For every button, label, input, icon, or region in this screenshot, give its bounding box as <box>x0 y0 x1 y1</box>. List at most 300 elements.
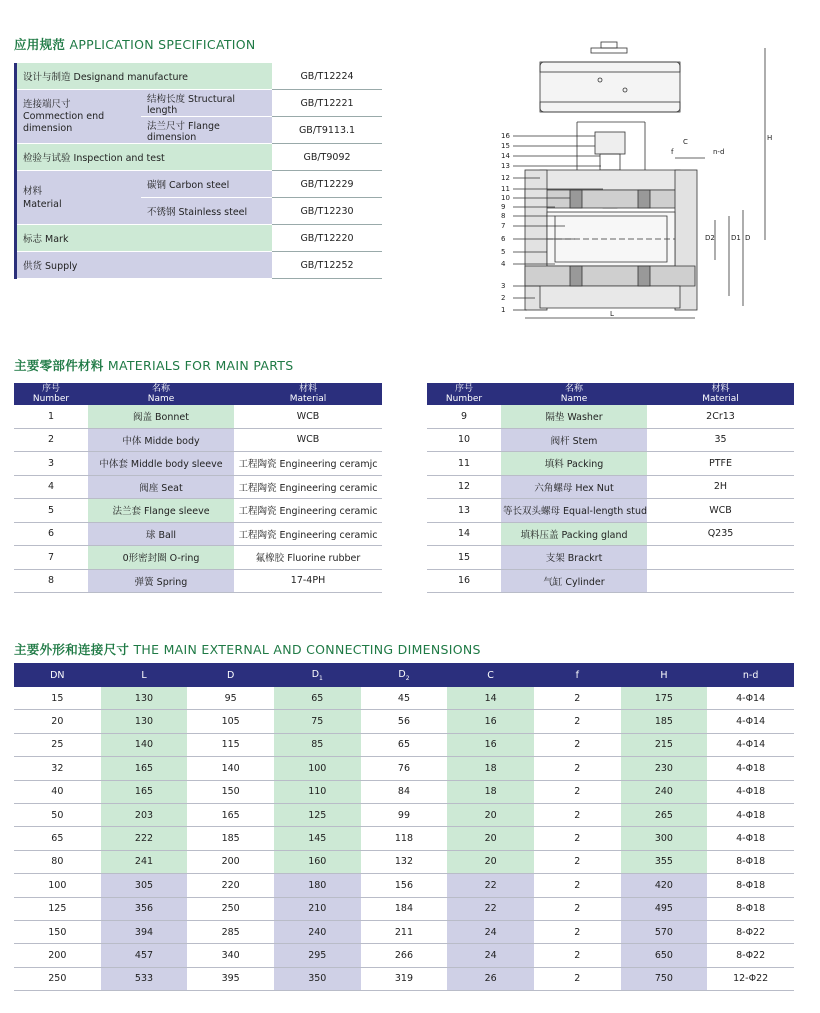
materials-cell-material: 工程陶瓷 Engineering ceramic <box>234 499 382 523</box>
materials-header <box>427 383 794 405</box>
dimensions-cell: 185 <box>621 710 708 733</box>
spec-row-inspection <box>16 144 383 171</box>
bolt-shape <box>570 190 582 208</box>
dimensions-cell: 45 <box>361 687 448 710</box>
header-en: Number <box>445 394 483 404</box>
dimensions-row <box>14 710 794 733</box>
dimensions-cell: 2 <box>534 687 621 710</box>
dimensions-cell: 2 <box>534 874 621 897</box>
dimensions-table <box>14 663 794 991</box>
spec-value: GB/T9092 <box>272 144 382 171</box>
section-title-cn: 主要外形和连接尺寸 <box>14 642 130 657</box>
dimensions-cell: 105 <box>187 710 274 733</box>
part-number-label: 9 <box>501 203 506 211</box>
materials-cell-name: 阀盖 Bonnet <box>88 405 234 428</box>
valve-cross-section-drawing <box>495 40 795 330</box>
materials-cell-name: 等长双头螺母 Equal-length stud <box>501 499 647 523</box>
spec-label: 碳钢 Carbon steel <box>141 171 272 198</box>
dimensions-cell: 130 <box>101 687 188 710</box>
dimensions-cell: 356 <box>101 897 188 920</box>
materials-cell-material: 17-4PH <box>234 569 382 593</box>
dimensions-cell: 8-Φ18 <box>707 850 794 873</box>
materials-row <box>427 522 794 546</box>
materials-cell-material: PTFE <box>647 452 794 476</box>
materials-row <box>14 569 382 593</box>
dimensions-row <box>14 780 794 803</box>
header-f: f <box>534 663 621 687</box>
materials-cell-material <box>647 569 794 593</box>
materials-row <box>14 499 382 523</box>
dimensions-cell: 2 <box>534 967 621 990</box>
dimensions-cell: 240 <box>274 920 361 943</box>
spec-value: GB/T12252 <box>272 252 382 279</box>
header-d: D <box>187 663 274 687</box>
dimensions-row <box>14 897 794 920</box>
dimensions-cell: 130 <box>101 710 188 733</box>
dimensions-cell: 495 <box>621 897 708 920</box>
dimensions-cell: 285 <box>187 920 274 943</box>
materials-cell-no: 13 <box>427 499 501 523</box>
header-cn: 名称 <box>564 384 583 394</box>
spec-label: 法兰尺寸 Flange dimension <box>141 117 272 144</box>
drawing-shape <box>525 266 695 286</box>
header-en: Name <box>560 394 588 404</box>
materials-row <box>427 452 794 476</box>
materials-cell-name: 填料压盖 Packing gland <box>501 522 647 546</box>
dimensions-cell: 150 <box>187 780 274 803</box>
dimensions-row <box>14 757 794 780</box>
materials-cell-name: 0形密封圈 O-ring <box>88 546 234 570</box>
part-number-label: 5 <box>501 248 506 256</box>
dimensions-cell: 20 <box>14 710 101 733</box>
spec-connection-en1: Commection end <box>23 110 105 122</box>
materials-row <box>427 428 794 452</box>
dimensions-cell: 118 <box>361 827 448 850</box>
drawing-shape <box>601 42 617 48</box>
dimensions-row <box>14 803 794 826</box>
header-en: Material <box>702 394 739 404</box>
dimensions-cell: 145 <box>274 827 361 850</box>
materials-cell-material: 工程陶瓷 Engineering ceramic <box>234 475 382 499</box>
spec-material-label <box>16 171 142 225</box>
header-d1 <box>274 663 361 687</box>
materials-cell-no: 12 <box>427 475 501 499</box>
dimensions-cell: 2 <box>534 780 621 803</box>
dimensions-cell: 240 <box>621 780 708 803</box>
bolt-shape <box>638 266 650 286</box>
dimensions-cell: 4-Φ14 <box>707 733 794 756</box>
dimensions-cell: 394 <box>101 920 188 943</box>
dimensions-cell: 395 <box>187 967 274 990</box>
materials-cell-no: 8 <box>14 569 88 593</box>
dimensions-cell: 16 <box>447 733 534 756</box>
materials-cell-name: 阀杆 Stem <box>501 428 647 452</box>
header-number <box>14 383 88 405</box>
dimensions-cell: 15 <box>14 687 101 710</box>
spec-label: 设计与制造 Designand manufacture <box>16 63 273 90</box>
header-cn: 序号 <box>41 384 60 394</box>
spec-label: 不锈钢 Stainless steel <box>141 198 272 225</box>
dimensions-cell: 132 <box>361 850 448 873</box>
part-number-label: 4 <box>501 260 506 268</box>
dimensions-row <box>14 827 794 850</box>
materials-cell-no: 4 <box>14 475 88 499</box>
dimensions-cell: 340 <box>187 944 274 967</box>
section-title-cn: 应用规范 <box>14 37 66 52</box>
dimensions-row <box>14 967 794 990</box>
drawing-shape <box>525 190 695 208</box>
dimensions-cell: 25 <box>14 733 101 756</box>
spec-connection-label <box>16 90 142 144</box>
spec-value: GB/T12224 <box>272 63 382 90</box>
section-title-en: MATERIALS FOR MAIN PARTS <box>107 358 294 373</box>
dimensions-cell: 230 <box>621 757 708 780</box>
dimensions-row <box>14 687 794 710</box>
part-number-label: 11 <box>501 185 510 193</box>
dimensions-cell: 295 <box>274 944 361 967</box>
materials-cell-material: 氟橡胶 Fluorine rubber <box>234 546 382 570</box>
dim-label-l: L <box>610 310 614 318</box>
dimensions-row <box>14 850 794 873</box>
part-number-label: 7 <box>501 222 506 230</box>
materials-cell-name: 中体套 Middle body sleeve <box>88 452 234 476</box>
dimensions-cell: 4-Φ18 <box>707 803 794 826</box>
dimensions-cell: 20 <box>447 827 534 850</box>
dimensions-header <box>14 663 794 687</box>
spec-value: GB/T12230 <box>272 198 382 225</box>
dimensions-cell: 65 <box>274 687 361 710</box>
spec-label: 供货 Supply <box>16 252 273 279</box>
dimensions-cell: 76 <box>361 757 448 780</box>
materials-row <box>427 499 794 523</box>
dimensions-cell: 95 <box>187 687 274 710</box>
dimensions-cell: 2 <box>534 827 621 850</box>
dimensions-cell: 156 <box>361 874 448 897</box>
part-number-label: 12 <box>501 174 510 182</box>
dimensions-cell: 203 <box>101 803 188 826</box>
dimensions-cell: 200 <box>187 850 274 873</box>
materials-cell-material: WCB <box>234 428 382 452</box>
dimensions-cell: 8-Φ18 <box>707 874 794 897</box>
materials-cell-material: 工程陶瓷 Engineering ceramic <box>234 522 382 546</box>
part-number-label: 3 <box>501 282 506 290</box>
dimensions-cell: 350 <box>274 967 361 990</box>
dimensions-cell: 4-Φ18 <box>707 757 794 780</box>
dimensions-cell: 750 <box>621 967 708 990</box>
dimensions-cell: 305 <box>101 874 188 897</box>
materials-cell-no: 10 <box>427 428 501 452</box>
dimensions-cell: 165 <box>101 757 188 780</box>
materials-cell-name: 球 Ball <box>88 522 234 546</box>
dimensions-cell: 85 <box>274 733 361 756</box>
dim-label-h: H <box>767 134 773 142</box>
dimensions-cell: 570 <box>621 920 708 943</box>
materials-cell-name: 填料 Packing <box>501 452 647 476</box>
spec-value: GB/T12229 <box>272 171 382 198</box>
dimensions-cell: 420 <box>621 874 708 897</box>
dimensions-cell: 4-Φ18 <box>707 780 794 803</box>
dimensions-cell: 650 <box>621 944 708 967</box>
part-number-label: 16 <box>501 132 510 140</box>
dim-label-c: C <box>683 138 688 146</box>
dimensions-cell: 211 <box>361 920 448 943</box>
dimensions-cell: 2 <box>534 710 621 733</box>
materials-cell-no: 9 <box>427 405 501 428</box>
materials-row <box>14 452 382 476</box>
spec-row-design <box>16 63 383 90</box>
header-d2-sub: 2 <box>405 674 410 682</box>
header-cn: 序号 <box>454 384 473 394</box>
spec-value: GB/T12221 <box>272 90 382 117</box>
dimensions-cell: 165 <box>101 780 188 803</box>
spec-row-structural <box>16 90 383 117</box>
dimensions-cell: 215 <box>621 733 708 756</box>
dimensions-cell: 40 <box>14 780 101 803</box>
dimensions-cell: 300 <box>621 827 708 850</box>
materials-cell-no: 16 <box>427 569 501 593</box>
materials-cell-no: 3 <box>14 452 88 476</box>
dimensions-cell: 8-Φ18 <box>707 897 794 920</box>
dimensions-cell: 22 <box>447 874 534 897</box>
dimensions-cell: 180 <box>274 874 361 897</box>
header-nd: n-d <box>707 663 794 687</box>
header-d1-sub: 1 <box>319 674 323 682</box>
part-number-label: 10 <box>501 194 510 202</box>
dimensions-cell: 115 <box>187 733 274 756</box>
dimensions-cell: 4-Φ14 <box>707 687 794 710</box>
dimensions-cell: 110 <box>274 780 361 803</box>
part-number-label: 1 <box>501 306 506 314</box>
spec-row-mark <box>16 225 383 252</box>
materials-row <box>14 522 382 546</box>
header-number <box>427 383 501 405</box>
materials-row <box>14 428 382 452</box>
dimensions-cell: 2 <box>534 733 621 756</box>
dimensions-cell: 2 <box>534 850 621 873</box>
materials-cell-no: 7 <box>14 546 88 570</box>
dimensions-cell: 4-Φ14 <box>707 710 794 733</box>
materials-row <box>14 546 382 570</box>
dimensions-cell: 2 <box>534 944 621 967</box>
dimensions-cell: 56 <box>361 710 448 733</box>
materials-cell-no: 11 <box>427 452 501 476</box>
header-l: L <box>101 663 188 687</box>
materials-cell-no: 1 <box>14 405 88 428</box>
dimensions-cell: 18 <box>447 757 534 780</box>
application-spec-table <box>14 63 382 279</box>
materials-cell-no: 2 <box>14 428 88 452</box>
dimensions-cell: 75 <box>274 710 361 733</box>
dimensions-cell: 165 <box>187 803 274 826</box>
materials-row <box>427 546 794 570</box>
spec-label: 结构长度 Structural length <box>141 90 272 117</box>
dimensions-cell: 319 <box>361 967 448 990</box>
spec-row-carbon <box>16 171 383 198</box>
dimensions-cell: 16 <box>447 710 534 733</box>
materials-cell-material: 工程陶瓷 Engineering ceramjc <box>234 452 382 476</box>
dimensions-cell: 100 <box>14 874 101 897</box>
dimensions-row <box>14 874 794 897</box>
dim-label-f: f <box>671 148 674 156</box>
materials-cell-name: 中体 Midde body <box>88 428 234 452</box>
header-d2-main: D <box>398 668 406 680</box>
dimensions-row <box>14 733 794 756</box>
materials-cell-name: 弹簧 Spring <box>88 569 234 593</box>
dimensions-cell: 26 <box>447 967 534 990</box>
cylinder-body-shape <box>540 62 680 112</box>
materials-table-left <box>14 383 382 593</box>
dimensions-cell: 2 <box>534 920 621 943</box>
header-material <box>647 383 794 405</box>
drawing-shape <box>540 286 680 308</box>
dimensions-cell: 160 <box>274 850 361 873</box>
materials-cell-material: 35 <box>647 428 794 452</box>
dimensions-cell: 8-Φ22 <box>707 944 794 967</box>
section-title-en: APPLICATION SPECIFICATION <box>69 37 256 52</box>
materials-cell-name: 气缸 Cylinder <box>501 569 647 593</box>
materials-cell-name: 法兰套 Flange sleeve <box>88 499 234 523</box>
part-number-label: 8 <box>501 212 506 220</box>
dimensions-cell: 20 <box>447 803 534 826</box>
section-title-cn: 主要零部件材料 <box>14 358 104 373</box>
materials-cell-material <box>647 546 794 570</box>
materials-row <box>427 569 794 593</box>
spec-value: GB/T9113.1 <box>272 117 382 144</box>
header-name <box>88 383 234 405</box>
header-cn: 名称 <box>151 384 170 394</box>
materials-cell-no: 6 <box>14 522 88 546</box>
part-number-label: 13 <box>501 162 510 170</box>
materials-cell-material: WCB <box>234 405 382 428</box>
dimensions-cell: 266 <box>361 944 448 967</box>
materials-table-right <box>427 383 794 593</box>
dim-label-d2: D2 <box>705 234 715 242</box>
dimensions-cell: 22 <box>447 897 534 920</box>
dimensions-cell: 355 <box>621 850 708 873</box>
spec-connection-en2: dimension <box>23 122 73 134</box>
materials-cell-no: 15 <box>427 546 501 570</box>
materials-row <box>427 475 794 499</box>
dim-label-d: D <box>745 234 751 242</box>
header-dn: DN <box>14 663 101 687</box>
materials-cell-material: 2Cr13 <box>647 405 794 428</box>
header-cn: 材料 <box>711 384 730 394</box>
section-title-application <box>14 35 256 53</box>
spec-value: GB/T12220 <box>272 225 382 252</box>
dimensions-cell: 14 <box>447 687 534 710</box>
spec-row-supply <box>16 252 383 279</box>
header-c: C <box>447 663 534 687</box>
dimensions-row <box>14 944 794 967</box>
dimensions-cell: 241 <box>101 850 188 873</box>
materials-cell-name: 支架 Brackrt <box>501 546 647 570</box>
dimensions-cell: 65 <box>361 733 448 756</box>
part-number-label: 14 <box>501 152 510 160</box>
spec-material-en: Material <box>23 198 62 210</box>
dimensions-cell: 222 <box>101 827 188 850</box>
materials-cell-material: WCB <box>647 499 794 523</box>
dimensions-cell: 184 <box>361 897 448 920</box>
materials-cell-material: Q235 <box>647 522 794 546</box>
materials-cell-no: 14 <box>427 522 501 546</box>
dimensions-cell: 185 <box>187 827 274 850</box>
dimensions-cell: 2 <box>534 757 621 780</box>
dimensions-cell: 18 <box>447 780 534 803</box>
dimensions-cell: 32 <box>14 757 101 780</box>
dimensions-cell: 175 <box>621 687 708 710</box>
bolt-shape <box>638 190 650 208</box>
dimensions-cell: 80 <box>14 850 101 873</box>
dimensions-cell: 99 <box>361 803 448 826</box>
spec-material-cn: 材料 <box>23 185 43 197</box>
dimensions-cell: 50 <box>14 803 101 826</box>
materials-cell-name: 隔垫 Washer <box>501 405 647 428</box>
header-d2 <box>361 663 448 687</box>
section-title-dimensions <box>14 640 481 658</box>
header-cn: 材料 <box>298 384 317 394</box>
dimensions-cell: 250 <box>14 967 101 990</box>
dimensions-row <box>14 920 794 943</box>
dimensions-cell: 140 <box>101 733 188 756</box>
drawing-shape <box>595 132 625 154</box>
materials-row <box>427 405 794 428</box>
materials-header <box>14 383 382 405</box>
dimensions-cell: 125 <box>14 897 101 920</box>
header-material <box>234 383 382 405</box>
bolt-shape <box>570 266 582 286</box>
dimensions-cell: 20 <box>447 850 534 873</box>
dimensions-cell: 2 <box>534 897 621 920</box>
header-name <box>501 383 647 405</box>
materials-row <box>14 405 382 428</box>
dimensions-cell: 125 <box>274 803 361 826</box>
section-title-en: THE MAIN EXTERNAL AND CONNECTING DIMENSIONS <box>133 642 481 657</box>
dimensions-cell: 65 <box>14 827 101 850</box>
dimensions-cell: 533 <box>101 967 188 990</box>
spec-label: 标志 Mark <box>16 225 273 252</box>
materials-cell-name: 六角螺母 Hex Nut <box>501 475 647 499</box>
spec-label: 检验与试验 Inspection and test <box>16 144 273 171</box>
dimensions-cell: 4-Φ18 <box>707 827 794 850</box>
spec-connection-cn: 连接端尺寸 <box>23 98 71 110</box>
dim-label-d1: D1 <box>731 234 741 242</box>
dimensions-cell: 84 <box>361 780 448 803</box>
header-en: Name <box>147 394 175 404</box>
materials-row <box>14 475 382 499</box>
header-d1-main: D <box>311 668 320 680</box>
header-en: Material <box>289 394 327 404</box>
dimensions-cell: 250 <box>187 897 274 920</box>
drawing-shape <box>540 170 680 190</box>
dimensions-cell: 8-Φ22 <box>707 920 794 943</box>
dimensions-cell: 457 <box>101 944 188 967</box>
dimensions-cell: 265 <box>621 803 708 826</box>
dimensions-cell: 2 <box>534 803 621 826</box>
dimensions-cell: 140 <box>187 757 274 780</box>
header-en: Number <box>32 394 70 404</box>
materials-cell-material: 2H <box>647 475 794 499</box>
part-number-label: 15 <box>501 142 510 150</box>
dimensions-cell: 150 <box>14 920 101 943</box>
dimensions-cell: 220 <box>187 874 274 897</box>
dimensions-cell: 100 <box>274 757 361 780</box>
section-title-materials <box>14 356 293 374</box>
dimensions-cell: 12-Φ22 <box>707 967 794 990</box>
drawing-shape <box>591 48 627 53</box>
part-number-label: 6 <box>501 235 506 243</box>
dim-label-nd: n-d <box>713 148 725 156</box>
header-h: H <box>621 663 708 687</box>
